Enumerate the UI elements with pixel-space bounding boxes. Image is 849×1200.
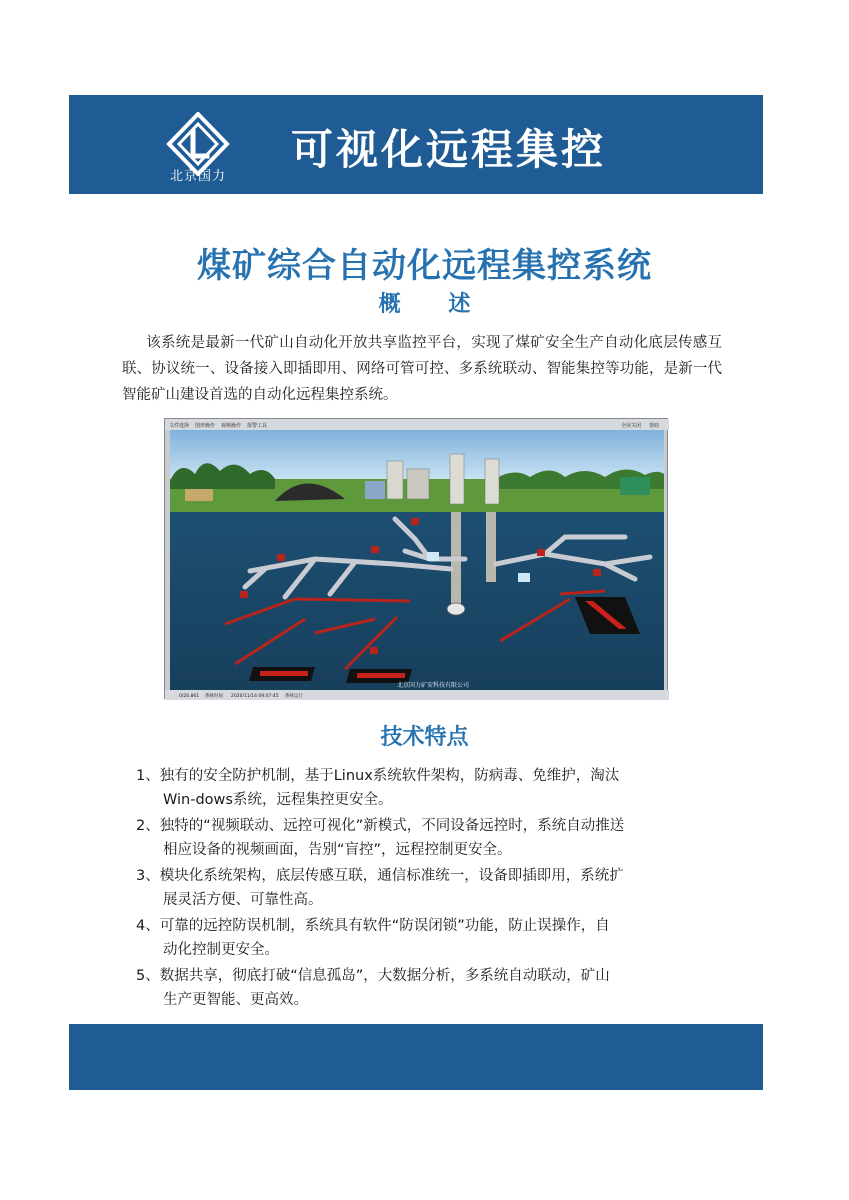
header-title: 可视化远程集控: [291, 125, 607, 174]
scada-status-0: 0/26.861: [179, 694, 200, 699]
scada-company-label: 北京国力矿安科技有限公司: [397, 682, 470, 689]
feature-text-continued: 相应设备的视频画面，告别“盲控”，远程控制更安全。: [163, 842, 512, 858]
feature-text-continued: 展灵活方便、可靠性高。: [163, 892, 323, 908]
feature-text: 数据共享，彻底打破“信息孤岛”，大数据分析，多系统自动联动，矿山: [159, 968, 610, 984]
main-title: 煤矿综合自动化远程集控系统: [197, 246, 652, 286]
scada-menu-item-3: 报警工具: [247, 423, 268, 429]
overview-paragraph: [122, 330, 722, 408]
feature-number: 3、: [136, 868, 160, 884]
feature-text: 可靠的远控防误机制，系统具有软件“防误闭锁”功能，防止误操作，自: [159, 918, 610, 934]
feature-text-continued: Win-dows系统，远程集控更安全。: [163, 792, 393, 808]
scada-illustration: [165, 419, 669, 700]
scada-menu-right-0: 全屏关闭: [621, 423, 642, 429]
feature-item: [136, 964, 726, 1012]
feature-number: 2、: [136, 818, 160, 834]
feature-text: 独有的安全防护机制，基于Linux系统软件架构，防病毒、免维护，淘汰: [159, 768, 620, 784]
features-heading: 技术特点: [380, 725, 469, 750]
feature-text-continued: 生产更智能、更高效。: [163, 992, 308, 1008]
feature-item: [136, 864, 726, 912]
features-list: [136, 764, 726, 1014]
feature-number: 5、: [136, 968, 160, 984]
scada-status-2: 2020/11/14 09:07:45: [231, 694, 279, 699]
aux-shaft: [486, 512, 496, 582]
feature-item: [136, 814, 726, 862]
feature-item: [136, 914, 726, 962]
overview-text: 该系统是最新一代矿山自动化开放共享监控平台，实现了煤矿安全生产自动化底层传感互联、协议统一、设备接入即插即用、网络可管可控、多系统联动、智能集控等功能，是新一代智能矿山建设首选的自动化远程集控系统。: [122, 335, 722, 403]
logo-text: 北京国力: [169, 169, 226, 184]
header-band: [69, 95, 763, 194]
feature-number: 1、: [136, 768, 160, 784]
scada-menu-item-0: 文件选择: [169, 423, 190, 429]
feature-item: [136, 764, 726, 812]
feature-text: 独特的“视频联动、远控可视化”新模式，不同设备远控时，系统自动推送: [159, 818, 625, 834]
scada-screenshot: [164, 418, 668, 699]
scada-status-3: 系统运行: [285, 694, 303, 699]
scada-menu-item-1: 图形操作: [195, 423, 216, 429]
feature-text: 模块化系统架构，底层传感互联，通信标准统一，设备即插即用，系统扩: [159, 868, 624, 884]
overview-heading: 概 述: [378, 292, 471, 317]
feature-number: 4、: [136, 918, 160, 934]
scada-menu-right-1: 帮助: [649, 423, 660, 429]
scada-menu-item-2: 视频操作: [221, 423, 242, 429]
scada-status-1: 系统时间: [205, 694, 223, 699]
feature-text-continued: 动化控制更安全。: [163, 942, 279, 958]
footer-band: [69, 1024, 763, 1090]
